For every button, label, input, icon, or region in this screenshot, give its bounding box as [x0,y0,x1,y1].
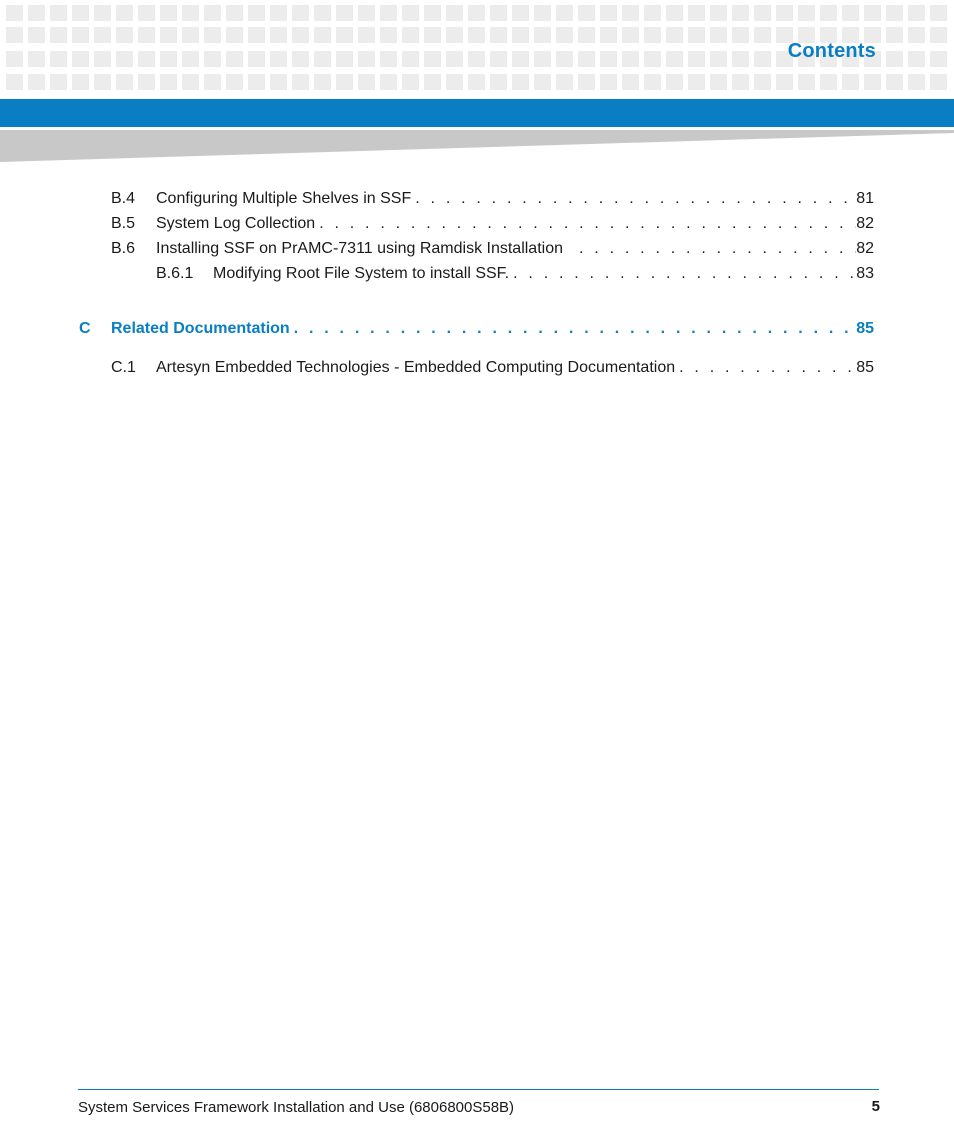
toc-entry[interactable] [156,264,874,284]
toc-entry-number: B.4 [111,190,136,207]
toc-entry[interactable] [111,239,874,259]
pattern-square [6,74,23,90]
footer-document-title: System Services Framework Installation and Use (6806800S58B) [78,1099,515,1116]
pattern-square [688,5,705,21]
pattern-square [226,5,243,21]
pattern-square [556,51,573,67]
pattern-square [930,27,947,43]
pattern-square [864,5,881,21]
pattern-square [116,74,133,90]
pattern-square [314,74,331,90]
pattern-square [556,74,573,90]
pattern-square [732,5,749,21]
pattern-square [886,74,903,90]
pattern-square [292,27,309,43]
pattern-square [732,51,749,67]
pattern-square [534,51,551,67]
pattern-square [424,51,441,67]
pattern-square [512,74,529,90]
pattern-square [380,74,397,90]
pattern-square [204,5,221,21]
pattern-square [468,74,485,90]
pattern-square [512,5,529,21]
pattern-square [28,51,45,67]
pattern-square [182,74,199,90]
toc-leader-dots [575,239,856,259]
header-gray-wedge [0,130,954,162]
pattern-square [644,74,661,90]
pattern-square [72,27,89,43]
footer-page-number: 5 [871,1098,880,1115]
pattern-square [446,27,463,43]
pattern-square [578,5,595,21]
toc-entry-title: System Log Collection [156,215,316,232]
pattern-square [666,74,683,90]
pattern-square [204,51,221,67]
toc-entry-number: C [79,320,91,337]
pattern-square [160,27,177,43]
pattern-square [116,27,133,43]
pattern-square [270,51,287,67]
pattern-square [754,27,771,43]
pattern-square [248,5,265,21]
pattern-square [358,27,375,43]
pattern-square [930,51,947,67]
pattern-square [94,5,111,21]
pattern-square [446,5,463,21]
pattern-square [424,27,441,43]
pattern-square [886,5,903,21]
toc-entry-number: B.6 [111,240,136,257]
pattern-square [182,27,199,43]
toc-entry-title: Installing SSF on PrAMC-7311 using Ramdisk Installation [156,240,563,257]
pattern-square [138,5,155,21]
toc-entry-page: 85 [856,320,874,337]
pattern-square [336,5,353,21]
pattern-square [116,51,133,67]
toc-leader-dots [411,189,856,209]
pattern-square [28,5,45,21]
pattern-square [908,5,925,21]
toc-entry-title: Artesyn Embedded Technologies - Embedded Computing Documentation [156,359,676,376]
pattern-square [710,74,727,90]
toc-leader-dots [675,358,856,378]
pattern-square [336,74,353,90]
pattern-square [556,5,573,21]
pattern-square [622,74,639,90]
pattern-square [908,74,925,90]
pattern-square [622,5,639,21]
pattern-square [28,74,45,90]
toc-entry[interactable] [111,189,874,209]
pattern-square [248,51,265,67]
pattern-square [94,27,111,43]
pattern-square [6,51,23,67]
pattern-square [644,51,661,67]
pattern-square [270,27,287,43]
pattern-square [380,5,397,21]
pattern-square [908,27,925,43]
pattern-square [556,27,573,43]
pattern-square [688,74,705,90]
pattern-square [424,5,441,21]
pattern-square [468,51,485,67]
pattern-square [446,74,463,90]
pattern-square [336,51,353,67]
pattern-square [292,5,309,21]
pattern-square [380,51,397,67]
pattern-square [578,51,595,67]
pattern-square [930,5,947,21]
pattern-square [72,5,89,21]
pattern-square [28,27,45,43]
pattern-square [776,5,793,21]
pattern-square [182,5,199,21]
pattern-square [842,5,859,21]
pattern-square [534,74,551,90]
pattern-square [798,5,815,21]
toc-leader-dots [509,264,856,284]
pattern-square [578,27,595,43]
pattern-square [754,5,771,21]
pattern-square [490,51,507,67]
pattern-square [358,74,375,90]
pattern-square [94,51,111,67]
pattern-square [358,5,375,21]
pattern-square [94,74,111,90]
pattern-square [160,5,177,21]
pattern-square [886,27,903,43]
toc-leader-dots [290,319,857,339]
pattern-square [292,51,309,67]
pattern-square [710,27,727,43]
toc-entry-title: Related Documentation [111,320,290,337]
pattern-square [248,27,265,43]
pattern-square [688,27,705,43]
toc-entry-page: 85 [856,359,874,376]
toc-entry-page: 82 [856,215,874,232]
pattern-square [358,51,375,67]
pattern-square [534,5,551,21]
pattern-square [754,74,771,90]
pattern-square [842,74,859,90]
pattern-square [732,27,749,43]
pattern-square [116,5,133,21]
pattern-square [644,27,661,43]
pattern-row [6,74,947,90]
pattern-square [886,51,903,67]
pattern-square [50,74,67,90]
toc-leader-dots [315,214,856,234]
pattern-square [138,74,155,90]
pattern-square [6,27,23,43]
pattern-square [512,51,529,67]
pattern-square [402,27,419,43]
pattern-square [710,5,727,21]
pattern-square [138,51,155,67]
pattern-square [490,5,507,21]
toc-entry-page: 81 [856,190,874,207]
pattern-square [666,5,683,21]
pattern-square [226,74,243,90]
pattern-square [908,51,925,67]
pattern-square [402,5,419,21]
toc-entry[interactable] [111,214,874,234]
toc-chapter-entry[interactable] [79,319,874,339]
toc-entry-title: Configuring Multiple Shelves in SSF [156,190,412,207]
toc-entry[interactable] [111,358,874,378]
pattern-square [490,74,507,90]
pattern-square [336,27,353,43]
pattern-square [534,27,551,43]
pattern-square [204,27,221,43]
pattern-square [710,51,727,67]
pattern-square [468,5,485,21]
pattern-square [72,51,89,67]
page-title: Contents [787,40,876,62]
pattern-square [50,27,67,43]
pattern-square [622,27,639,43]
pattern-square [864,74,881,90]
pattern-square [732,74,749,90]
pattern-square [160,74,177,90]
pattern-square [600,5,617,21]
pattern-square [446,51,463,67]
pattern-square [204,74,221,90]
toc-entry-title: Modifying Root File System to install SSF. [213,265,510,282]
pattern-square [798,74,815,90]
pattern-square [820,5,837,21]
pattern-square [644,5,661,21]
toc-entry-page: 82 [856,240,874,257]
pattern-square [380,27,397,43]
footer-divider [78,1089,879,1090]
pattern-square [688,51,705,67]
pattern-square [270,74,287,90]
pattern-square [160,51,177,67]
toc-entry-number: C.1 [111,359,136,376]
pattern-square [270,5,287,21]
pattern-square [666,51,683,67]
pattern-square [930,74,947,90]
pattern-square [72,74,89,90]
pattern-square [776,74,793,90]
pattern-square [600,74,617,90]
pattern-square [226,27,243,43]
pattern-square [402,74,419,90]
header-blue-bar [0,99,954,127]
pattern-square [50,5,67,21]
pattern-square [622,51,639,67]
pattern-square [754,51,771,67]
pattern-square [138,27,155,43]
pattern-square [292,74,309,90]
pattern-square [424,74,441,90]
pattern-square [6,5,23,21]
pattern-square [314,51,331,67]
pattern-square [512,27,529,43]
pattern-square [468,27,485,43]
pattern-square [402,51,419,67]
pattern-square [820,74,837,90]
pattern-square [50,51,67,67]
pattern-square [578,74,595,90]
pattern-square [182,51,199,67]
pattern-square [248,74,265,90]
toc-entry-number: B.5 [111,215,136,232]
pattern-square [490,27,507,43]
toc-entry-page: 83 [856,265,874,282]
pattern-square [314,5,331,21]
pattern-square [226,51,243,67]
pattern-square [314,27,331,43]
pattern-square [666,27,683,43]
pattern-square [600,27,617,43]
pattern-square [600,51,617,67]
toc-entry-number: B.6.1 [156,265,194,282]
pattern-row [6,5,947,21]
